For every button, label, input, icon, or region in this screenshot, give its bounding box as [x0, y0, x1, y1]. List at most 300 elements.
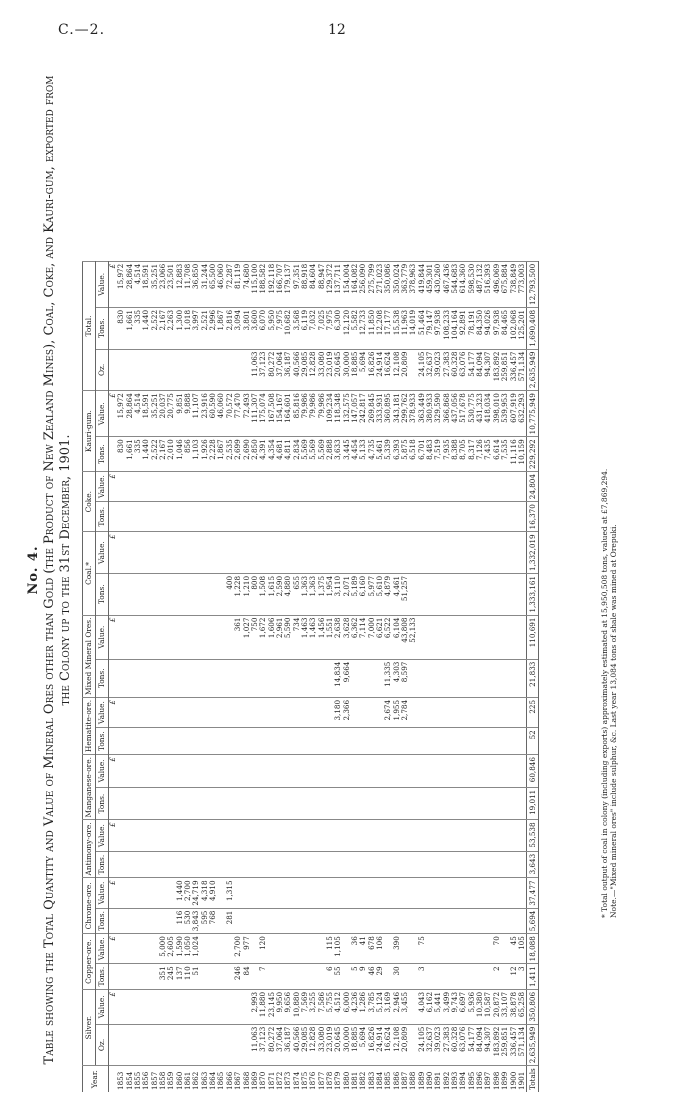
table-cell — [209, 615, 217, 659]
table-cell — [184, 472, 192, 502]
table-cell — [226, 728, 234, 755]
table-cell: 242,817 — [359, 391, 367, 437]
table-cell: 60,328 — [451, 349, 459, 391]
table-cell: 4,043 — [418, 989, 426, 1024]
table-cell — [192, 989, 200, 1024]
table-cell: 20,645 — [334, 349, 342, 391]
table-cell — [134, 615, 142, 659]
table-cell — [418, 878, 426, 908]
table-cell — [468, 472, 476, 502]
table-cell: 6,104 — [393, 615, 401, 659]
table-cell — [476, 934, 484, 964]
table-cell — [434, 502, 442, 532]
table-cell: 11,063 — [251, 1024, 259, 1066]
table-cell: 39,023 — [434, 1024, 442, 1066]
table-cell: 7,435 — [484, 437, 492, 472]
table-cell — [117, 820, 125, 851]
table-cell: 6,362 — [351, 615, 359, 659]
table-cell — [276, 934, 284, 964]
table-cell: 16,826 — [368, 349, 376, 391]
table-cell — [309, 659, 317, 697]
table-cell: 7,975 — [276, 307, 284, 349]
totals-row — [527, 261, 539, 1092]
table-cell — [434, 615, 442, 659]
table-cell: 768 — [209, 908, 217, 934]
table-cell: 380,933 — [426, 391, 434, 437]
table-cell — [434, 659, 442, 697]
table-cell — [301, 820, 309, 851]
table-cell: 12,208 — [376, 307, 384, 349]
table-cell: 530,775 — [468, 391, 476, 437]
subhead-cell: Value. — [96, 261, 109, 307]
table-cell: 6,119 — [301, 307, 309, 349]
table-cell: 7,114 — [359, 615, 367, 659]
table-cell — [301, 755, 309, 788]
table-cell — [134, 878, 142, 908]
subhead-cell: Tons. — [96, 908, 109, 934]
table-cell — [176, 728, 184, 755]
table-row — [476, 261, 484, 1092]
table-cell — [451, 697, 459, 727]
table-cell — [301, 934, 309, 964]
table-cell — [351, 878, 359, 908]
year-cell: 1887 — [401, 1066, 409, 1092]
table-cell — [368, 908, 376, 934]
currency-symbol-cell: £ — [109, 989, 118, 1024]
table-cell: 94,307 — [484, 1024, 492, 1066]
table-title-line-1: Table showing the Total Quantity and Value of Mineral Ores other than Gold (the Product of New Zealand Mines), Coal, Coke, and Kauri-gum, exported from — [42, 75, 57, 1065]
table-cell — [510, 615, 518, 659]
table-cell — [459, 820, 467, 851]
table-cell — [351, 787, 359, 820]
table-cell — [351, 532, 359, 574]
table-cell: 1,440 — [142, 307, 150, 349]
table-cell — [167, 820, 175, 851]
group-manganese: Manganese-ore. — [83, 755, 96, 820]
currency-symbol-cell — [109, 1024, 118, 1066]
table-cell — [293, 908, 301, 934]
table-cell — [309, 697, 317, 727]
table-cell: 398,010 — [493, 391, 501, 437]
table-cell — [151, 349, 159, 391]
table-cell — [192, 659, 200, 697]
table-cell — [192, 502, 200, 532]
table-cell: 830 — [117, 307, 125, 349]
table-cell — [192, 472, 200, 502]
table-cell — [176, 472, 184, 502]
table-cell: 120 — [259, 934, 267, 964]
table-cell: 1,672 — [259, 615, 267, 659]
table-cell — [184, 1024, 192, 1066]
year-cell: 1860 — [176, 1066, 184, 1092]
table-cell — [301, 659, 309, 697]
table-cell — [201, 349, 209, 391]
table-cell: 8,597 — [401, 659, 409, 697]
table-cell: 2 — [493, 964, 501, 990]
currency-symbol-cell — [109, 659, 118, 697]
table-cell — [243, 908, 251, 934]
table-cell: 2,816 — [226, 307, 234, 349]
total-cell: 110,691 — [527, 615, 539, 659]
table-cell: 84,094 — [476, 349, 484, 391]
table-cell — [401, 908, 409, 934]
table-cell — [142, 502, 150, 532]
table-cell — [443, 787, 451, 820]
table-cell — [259, 472, 267, 502]
table-cell — [384, 728, 392, 755]
table-cell — [217, 472, 225, 502]
year-cell: 1873 — [284, 1066, 292, 1092]
table-cell — [426, 697, 434, 727]
table-cell — [176, 532, 184, 574]
table-cell — [434, 934, 442, 964]
table-cell: 430,260 — [434, 261, 442, 307]
total-cell: 3,643 — [527, 851, 539, 878]
table-cell: 20,775 — [167, 391, 175, 437]
table-cell — [226, 697, 234, 727]
table-cell: 10,880 — [293, 989, 301, 1024]
table-cell — [284, 934, 292, 964]
table-cell — [259, 851, 267, 878]
table-cell — [318, 697, 326, 727]
table-cell — [359, 851, 367, 878]
table-cell — [401, 787, 409, 820]
table-cell — [476, 532, 484, 574]
table-cell — [393, 820, 401, 851]
table-cell — [376, 878, 384, 908]
year-cell: 1861 — [184, 1066, 192, 1092]
table-cell — [484, 532, 492, 574]
table-cell: 4,512 — [334, 989, 342, 1024]
table-cell: 5,124 — [376, 989, 384, 1024]
table-cell — [484, 787, 492, 820]
table-cell — [426, 728, 434, 755]
table-cell — [201, 728, 209, 755]
table-cell — [451, 878, 459, 908]
table-row — [117, 261, 125, 1092]
table-cell: 2,605 — [167, 934, 175, 964]
total-cell: 16,370 — [527, 502, 539, 532]
table-cell — [376, 502, 384, 532]
table-cell: 6,162 — [426, 989, 434, 1024]
total-cell: 24,804 — [527, 472, 539, 502]
year-cell: 1877 — [318, 1066, 326, 1092]
table-cell: 2,690 — [243, 437, 251, 472]
total-cell: 229,292 — [527, 437, 539, 472]
table-cell — [209, 472, 217, 502]
table-cell: 16,624 — [384, 1024, 392, 1066]
table-cell — [268, 728, 276, 755]
table-cell — [276, 851, 284, 878]
table-cell — [451, 472, 459, 502]
table-cell — [159, 728, 167, 755]
table-cell: 29 — [376, 964, 384, 990]
table-cell: 343,181 — [393, 391, 401, 437]
table-cell — [226, 1024, 234, 1066]
currency-symbol-cell: £ — [109, 615, 118, 659]
table-cell: 2,993 — [251, 989, 259, 1024]
table-cell: 246 — [234, 964, 242, 990]
table-cell — [301, 851, 309, 878]
table-cell — [259, 820, 267, 851]
table-cell — [318, 659, 326, 697]
table-cell — [359, 820, 367, 851]
table-cell — [510, 878, 518, 908]
table-cell — [184, 851, 192, 878]
table-cell — [459, 728, 467, 755]
table-cell — [376, 728, 384, 755]
table-cell: 571,134 — [518, 1024, 527, 1066]
table-cell — [518, 787, 527, 820]
table-cell — [309, 472, 317, 502]
table-cell: 351 — [159, 964, 167, 990]
year-cell: 1862 — [192, 1066, 200, 1092]
table-cell — [443, 851, 451, 878]
table-cell — [142, 964, 150, 990]
table-cell: 3,110 — [334, 573, 342, 615]
table-cell — [451, 908, 459, 934]
table-cell — [142, 697, 150, 727]
table-cell: 607,919 — [510, 391, 518, 437]
year-cell: 1868 — [243, 1066, 251, 1092]
currency-symbol-cell: £ — [109, 878, 118, 908]
table-cell — [451, 573, 459, 615]
table-cell — [468, 659, 476, 697]
table-cell — [426, 615, 434, 659]
table-cell: 97,938 — [434, 307, 442, 349]
table-cell — [117, 615, 125, 659]
subhead-cell: Value. — [96, 934, 109, 964]
table-cell: 678 — [368, 934, 376, 964]
table-cell — [209, 934, 217, 964]
table-cell: 5,569 — [309, 437, 317, 472]
total-cell: 37,477 — [527, 878, 539, 908]
table-cell — [192, 697, 200, 727]
table-cell — [359, 532, 367, 574]
table-cell — [434, 820, 442, 851]
table-cell — [476, 659, 484, 697]
currency-symbol-cell: £ — [109, 391, 118, 437]
table-cell: 10,587 — [484, 989, 492, 1024]
table-cell: 2,638 — [334, 615, 342, 659]
table-cell — [268, 934, 276, 964]
table-cell — [518, 728, 527, 755]
currency-symbol-cell: £ — [109, 755, 118, 788]
table-cell: 9 — [359, 964, 367, 990]
table-cell — [284, 728, 292, 755]
group-silver: Silver. — [83, 989, 96, 1065]
table-cell: 496,069 — [493, 261, 501, 307]
subhead-cell: Oz. — [96, 349, 109, 391]
table-cell: 36 — [351, 934, 359, 964]
table-cell: 3,255 — [309, 989, 317, 1024]
table-cell: 106 — [376, 934, 384, 964]
table-cell: 2,961 — [276, 615, 284, 659]
table-cell — [409, 878, 417, 908]
table-cell: 3,785 — [368, 989, 376, 1024]
table-cell — [476, 851, 484, 878]
table-cell — [134, 659, 142, 697]
table-cell — [401, 964, 409, 990]
table-cell: 378,933 — [409, 391, 417, 437]
table-cell — [201, 615, 209, 659]
table-cell: 11,850 — [368, 307, 376, 349]
table-cell — [518, 820, 527, 851]
table-cell — [142, 472, 150, 502]
table-row — [259, 261, 267, 1092]
table-cell: 77,470 — [234, 391, 242, 437]
table-cell — [459, 532, 467, 574]
table-cell — [134, 787, 142, 820]
year-cell: 1869 — [251, 1066, 259, 1092]
table-cell: 5,441 — [434, 989, 442, 1024]
table-cell — [510, 728, 518, 755]
table-cell: 6,160 — [359, 573, 367, 615]
table-cell: 45 — [510, 934, 518, 964]
table-cell: 9,851 — [176, 391, 184, 437]
table-cell — [167, 1024, 175, 1066]
table-cell — [510, 908, 518, 934]
table-cell: 4,354 — [268, 437, 276, 472]
table-cell: 109,234 — [326, 391, 334, 437]
table-row — [142, 261, 150, 1092]
table-cell: 15,538 — [393, 307, 401, 349]
table-cell — [259, 728, 267, 755]
table-cell — [159, 908, 167, 934]
table-row — [309, 261, 317, 1092]
footnote-mixed-ores: Note.—"Mixed mineral ores" include sulphur, &c. Last year 13,084 tons of shale was mined at Orepuki. — [609, 524, 618, 918]
subhead-cell: Tons. — [96, 307, 109, 349]
table-cell — [276, 502, 284, 532]
table-cell — [217, 532, 225, 574]
table-cell — [401, 532, 409, 574]
table-cell — [434, 697, 442, 727]
table-cell — [443, 755, 451, 788]
table-cell: 16,826 — [368, 1024, 376, 1066]
table-cell — [501, 472, 509, 502]
subhead-cell: Value. — [96, 755, 109, 788]
table-cell — [393, 532, 401, 574]
table-cell: 17,177 — [384, 307, 392, 349]
table-cell — [418, 615, 426, 659]
table-cell — [184, 615, 192, 659]
table-cell — [209, 697, 217, 727]
table-cell — [134, 755, 142, 788]
table-cell — [301, 878, 309, 908]
table-cell — [293, 472, 301, 502]
table-cell: 4,303 — [393, 659, 401, 697]
table-cell: 281 — [226, 908, 234, 934]
table-cell: 14,019 — [409, 307, 417, 349]
table-cell — [501, 755, 509, 788]
total-cell: 1,690,408 — [527, 307, 539, 349]
table-cell — [201, 532, 209, 574]
table-cell: 55 — [334, 964, 342, 990]
table-row — [134, 261, 142, 1092]
table-cell: 8,705 — [459, 437, 467, 472]
table-row — [426, 261, 434, 1092]
table-cell: 30 — [393, 964, 401, 990]
table-cell — [334, 908, 342, 934]
table-cell — [251, 659, 259, 697]
year-cell: 1895 — [468, 1066, 476, 1092]
table-cell — [126, 697, 134, 727]
table-cell: 115 — [326, 934, 334, 964]
table-cell: 23,501 — [167, 261, 175, 307]
table-row — [284, 261, 292, 1092]
table-cell — [209, 728, 217, 755]
table-cell: 154,004 — [343, 261, 351, 307]
table-cell — [326, 851, 334, 878]
table-cell — [493, 908, 501, 934]
table-cell — [117, 1024, 125, 1066]
table-cell — [234, 851, 242, 878]
table-cell — [376, 820, 384, 851]
table-cell: 4,391 — [259, 437, 267, 472]
table-cell: 20,872 — [493, 989, 501, 1024]
total-cell: 5,694 — [527, 908, 539, 934]
table-cell: 5,000 — [159, 934, 167, 964]
table-cell — [134, 989, 142, 1024]
table-cell — [418, 472, 426, 502]
table-cell: 3,843 — [192, 908, 200, 934]
table-cell — [351, 697, 359, 727]
table-cell — [126, 878, 134, 908]
table-cell — [217, 615, 225, 659]
year-cell: 1854 — [126, 1066, 134, 1092]
table-cell: 70 — [493, 934, 501, 964]
table-cell: 30,000 — [343, 1024, 351, 1066]
table-cell — [167, 755, 175, 788]
table-cell: 51 — [192, 964, 200, 990]
table-cell — [443, 659, 451, 697]
table-cell — [376, 787, 384, 820]
table-cell — [209, 755, 217, 788]
table-cell: 3 — [518, 964, 527, 990]
table-cell — [359, 878, 367, 908]
table-cell: 6,070 — [259, 307, 267, 349]
table-cell: 15,972 — [117, 391, 125, 437]
table-cell: 23,066 — [159, 261, 167, 307]
table-cell: 88,918 — [301, 261, 309, 307]
year-cell: 1881 — [351, 1066, 359, 1092]
table-cell — [468, 697, 476, 727]
table-cell — [384, 908, 392, 934]
table-cell — [234, 820, 242, 851]
table-cell — [409, 532, 417, 574]
table-cell — [234, 697, 242, 727]
table-cell: 1,315 — [226, 878, 234, 908]
table-cell — [510, 659, 518, 697]
table-cell: 3,628 — [343, 615, 351, 659]
table-cell — [309, 934, 317, 964]
table-cell — [259, 659, 267, 697]
table-cell — [226, 787, 234, 820]
table-cell: 4,454 — [351, 437, 359, 472]
table-cell — [434, 787, 442, 820]
table-cell — [468, 728, 476, 755]
table-row — [201, 261, 209, 1092]
table-cell: 4,318 — [201, 878, 209, 908]
year-cell: 1889 — [418, 1066, 426, 1092]
table-cell — [476, 573, 484, 615]
table-cell: 23,916 — [201, 391, 209, 437]
year-cell: 1900 — [510, 1066, 518, 1092]
table-cell — [142, 820, 150, 851]
table-cell — [510, 697, 518, 727]
table-cell: 3,499 — [443, 989, 451, 1024]
table-cell — [293, 502, 301, 532]
